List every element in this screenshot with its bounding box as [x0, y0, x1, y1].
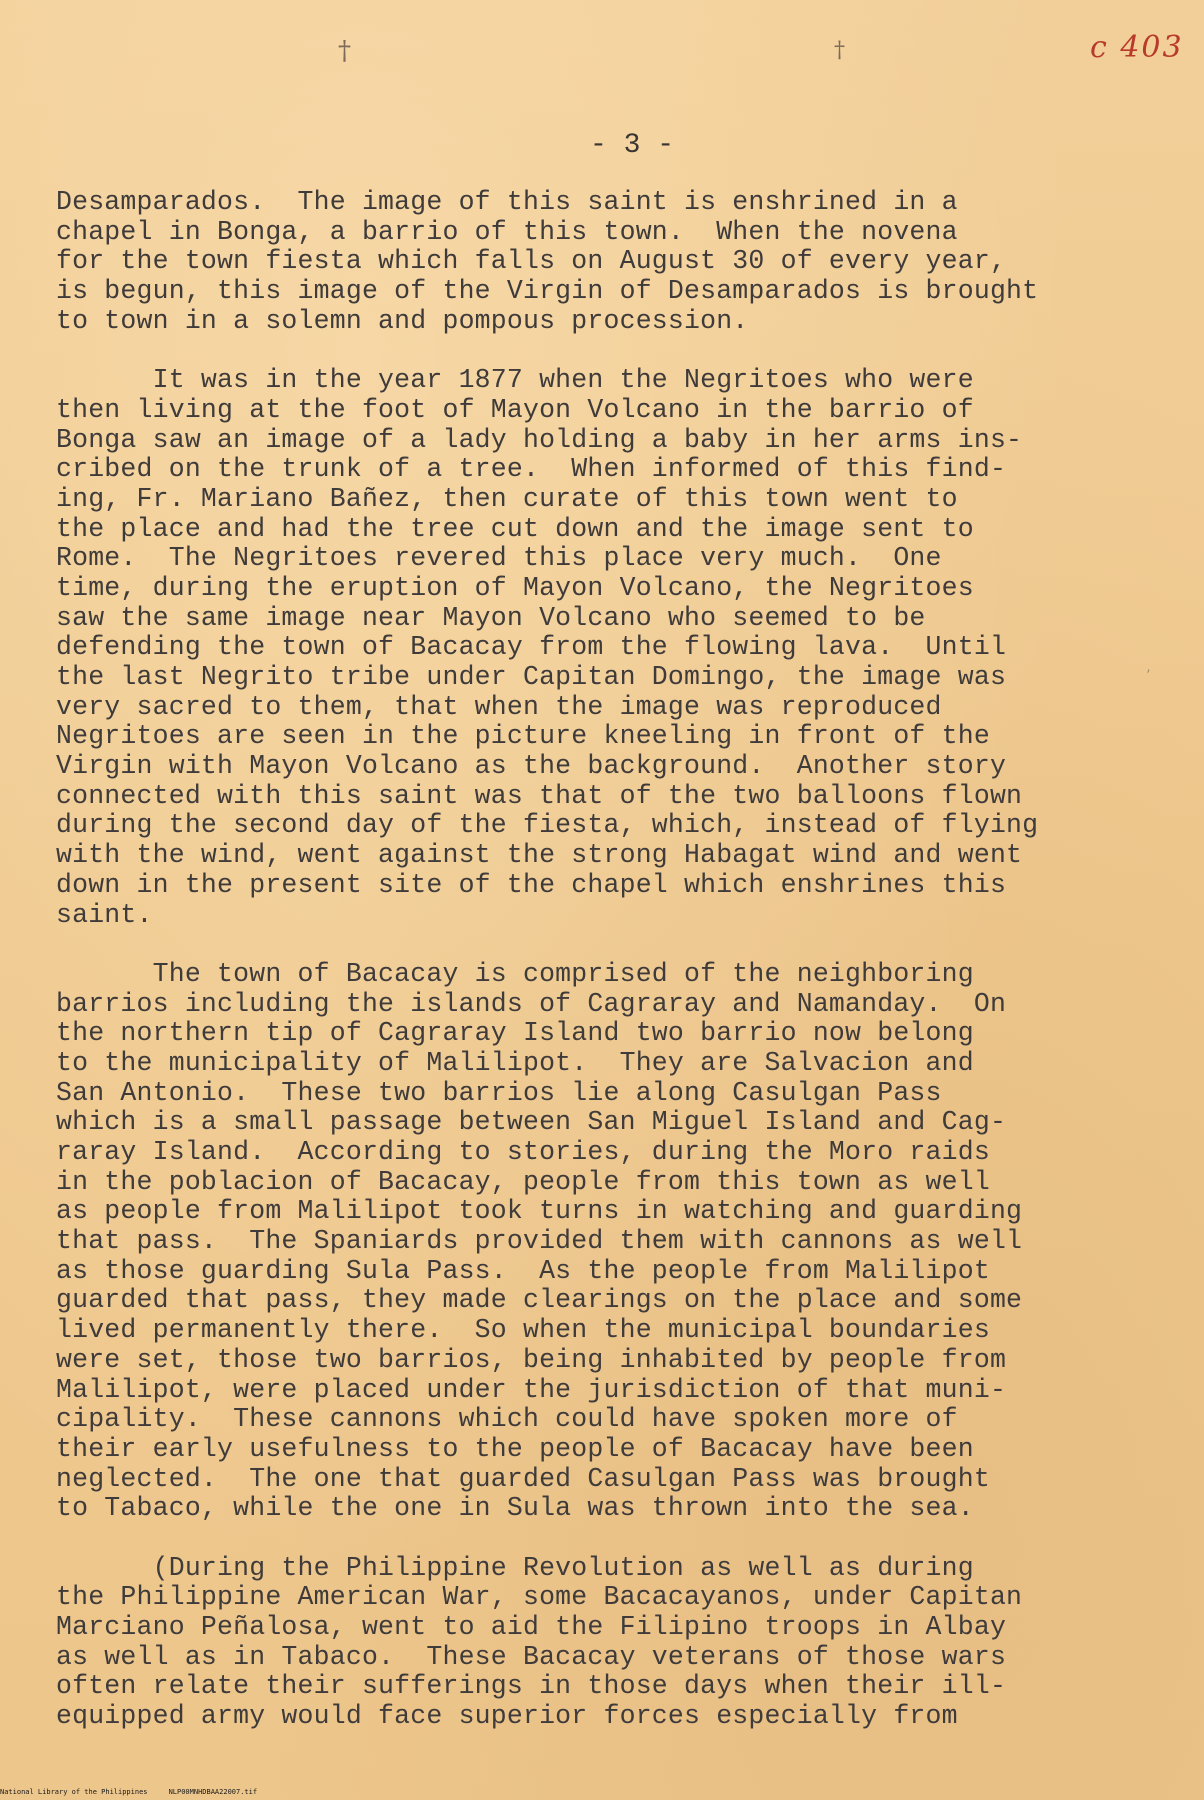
text-line: (During the Philippine Revolution as well as during	[56, 1552, 974, 1583]
text-line: then living at the foot of Mayon Volcano in the barrio of	[56, 394, 974, 425]
text-line: lived permanently there. So when the municipal boundaries	[56, 1315, 990, 1346]
text-line: the place and had the tree cut down and the image sent to	[56, 513, 974, 544]
text-line: connected with this saint was that of the two balloons flown	[56, 780, 1023, 811]
scan-footer: National Library of the Philippines NLP00MNHDBAA22007.tif	[0, 1788, 258, 1796]
text-line: Marciano Peñalosa, went to aid the Filipino troops in Albay	[56, 1612, 1007, 1642]
text-line: Bonga saw an image of a lady holding a baby in her arms ins-	[56, 424, 1023, 455]
text-line: time, during the eruption of Mayon Volcano, the Negritoes	[56, 572, 974, 603]
text-line: that pass. The Spaniards provided them with cannons as well	[56, 1226, 1023, 1257]
text-line: down in the present site of the chapel which enshrines this	[56, 869, 1007, 900]
margin-mark: ’	[1146, 668, 1151, 684]
text-line: It was in the year 1877 when the Negritoes who were	[56, 365, 974, 396]
text-line: for the town fiesta which falls on August 30 of every year,	[56, 246, 1007, 277]
text-line: which is a small passage between San Miguel Island and Cag-	[56, 1107, 1007, 1138]
text-line: Rome. The Negritoes revered this place very much. One	[56, 543, 942, 574]
text-line: saint.	[56, 899, 153, 930]
text-line: San Antonio. These two barrios lie along Casulgan Pass	[56, 1077, 942, 1108]
text-line: to Tabaco, while the one in Sula was thrown into the sea.	[56, 1493, 974, 1524]
text-line: to the municipality of Malilipot. They are Salvacion and	[56, 1047, 974, 1078]
text-line: defending the town of Bacacay from the flowing lava. Until	[56, 632, 1007, 663]
text-line: saw the same image near Mayon Volcano who seemed to be	[56, 602, 926, 633]
paragraph-4	[56, 1554, 1166, 1732]
text-line: is begun, this image of the Virgin of Desamparados is brought	[56, 276, 1039, 307]
typed-text-body	[56, 188, 1166, 1761]
text-line: equipped army would face superior forces especially from	[56, 1701, 958, 1732]
pencil-mark-left: †	[338, 36, 351, 66]
text-line: cipality. These cannons which could have spoken more of	[56, 1404, 958, 1435]
text-line: to town in a solemn and pompous procession.	[56, 305, 749, 336]
text-line: their early usefulness to the people of Bacacay have been	[56, 1433, 974, 1464]
text-line: during the second day of the fiesta, which, instead of flying	[56, 810, 1039, 841]
text-line: the Philippine American War, some Bacacayanos, under Capitan	[56, 1582, 1023, 1613]
text-line: Virgin with Mayon Volcano as the background. Another story	[56, 751, 1007, 782]
text-line: Negritoes are seen in the picture kneeling in front of the	[56, 721, 990, 752]
text-line: barrios including the islands of Cagraray and Namanday. On	[56, 988, 1007, 1019]
paragraph-1	[56, 188, 1166, 336]
text-line: chapel in Bonga, a barrio of this town. When the novena	[56, 216, 958, 247]
text-line: as people from Malilipot took turns in watching and guarding	[56, 1196, 1023, 1227]
text-line: Malilipot, were placed under the jurisdiction of that muni-	[56, 1374, 1007, 1405]
pencil-mark-right: †	[834, 38, 845, 63]
text-line: The town of Bacacay is comprised of the neighboring	[56, 958, 974, 989]
text-line: raray Island. According to stories, during the Moro raids	[56, 1137, 990, 1167]
paragraph-2	[56, 366, 1166, 930]
text-line: as those guarding Sula Pass. As the people from Malilipot	[56, 1255, 990, 1286]
page-number: - 3 -	[589, 130, 674, 161]
archive-number: c 403	[1090, 30, 1184, 65]
text-line: were set, those two barrios, being inhabited by people from	[56, 1344, 1007, 1375]
text-line: ing, Fr. Mariano Bañez, then curate of this town went to	[56, 483, 958, 514]
text-line: cribed on the trunk of a tree. When informed of this find-	[56, 454, 1007, 485]
text-line: guarded that pass, they made clearings on the place and some	[56, 1285, 1023, 1316]
paragraph-3	[56, 960, 1166, 1524]
text-line: the last Negrito tribe under Capitan Domingo, the image was	[56, 662, 1007, 692]
text-line: as well as in Tabaco. These Bacacay veterans of those wars	[56, 1641, 1007, 1672]
text-line: often relate their sufferings in those days when their ill-	[56, 1671, 1007, 1702]
text-line: neglected. The one that guarded Casulgan Pass was brought	[56, 1463, 990, 1494]
text-line: the northern tip of Cagraray Island two barrio now belong	[56, 1018, 974, 1049]
text-line: very sacred to them, that when the image was reproduced	[56, 691, 942, 722]
text-line: in the poblacion of Bacacay, people from this town as well	[56, 1166, 990, 1197]
text-line: Desamparados. The image of this saint is enshrined in a	[56, 187, 958, 217]
text-line: with the wind, went against the strong Habagat wind and went	[56, 840, 1023, 871]
